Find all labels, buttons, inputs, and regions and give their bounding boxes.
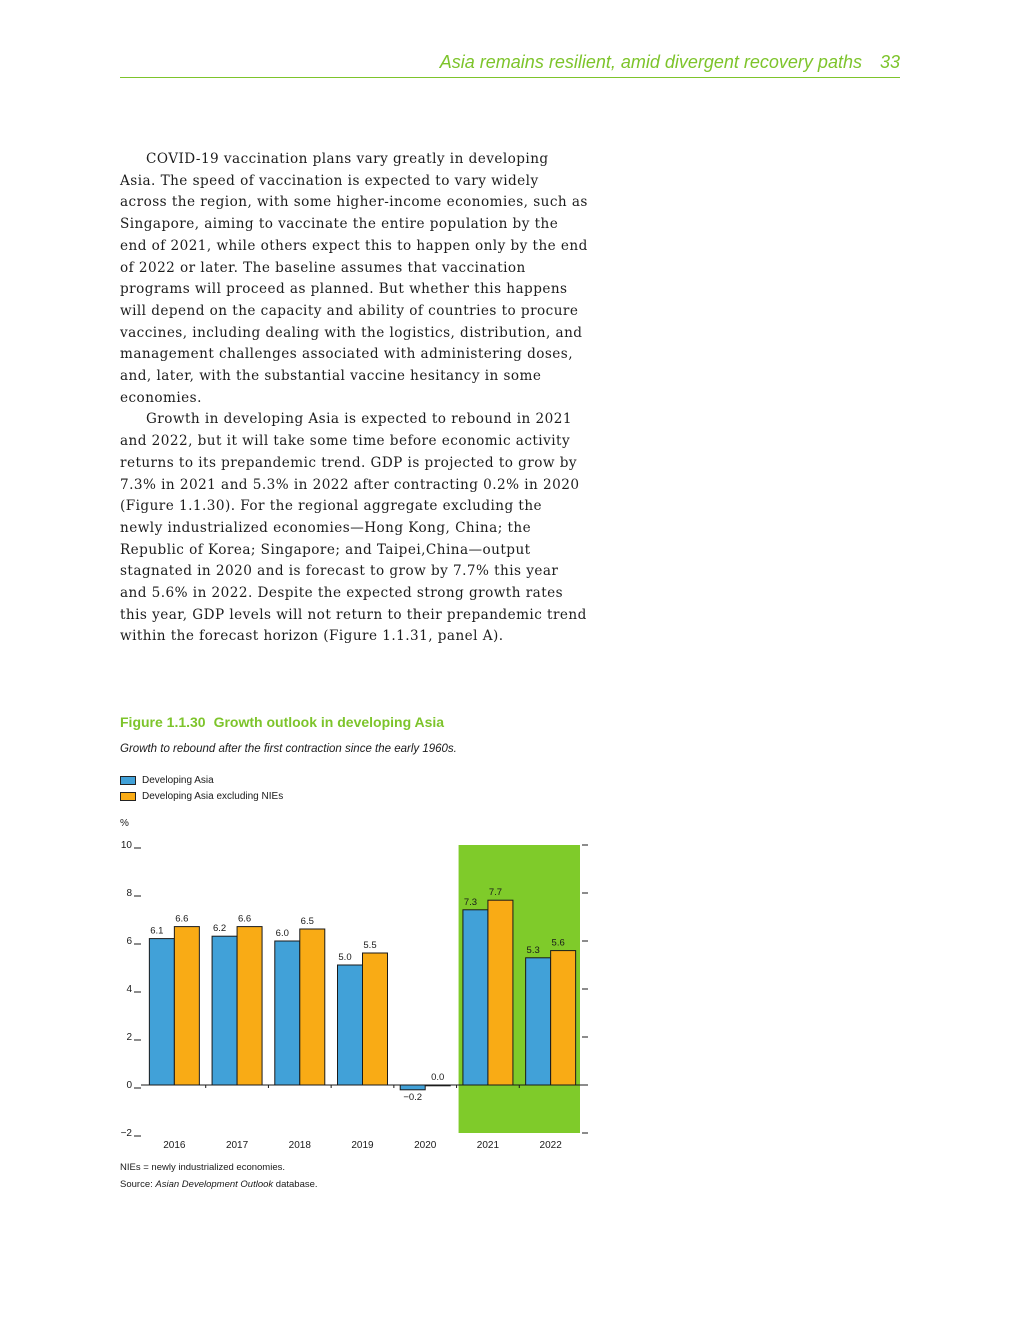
x-tick-label: 2016 xyxy=(163,1140,186,1151)
paragraph-growth: Growth in developing Asia is expected to rebound in 2021 and 2022, but it will take some time before economic activity returns to its prepandemic trend. GDP is projected to grow by 7.3% in 2021 and 5.3% in 2022 after contracting 0.2% in 2020 (Figure 1.1.30). For the regional aggregate excluding the newly industrialized economies—Hong Kong, China; the Republic of Korea; Singapore; and Taipei,China—output stagnated in 2020 and is forecast to grow by 7.7% this year and 5.6% in 2022. Despite the expected strong growth rates this year, GDP levels will not return to their prepandemic trend within the forecast horizon (Figure 1.1.31, panel A). xyxy=(120,411,587,645)
running-title: Asia remains resilient, amid divergent recovery paths xyxy=(439,52,862,72)
y-tick-label: 8 xyxy=(126,888,132,899)
x-tick-label: 2022 xyxy=(539,1140,562,1151)
page-number: 33 xyxy=(879,52,900,72)
x-tick-label: 2021 xyxy=(476,1140,500,1151)
figure-number: Figure 1.1.30 xyxy=(120,714,206,730)
figure-note: NIEs = newly industrialized economies. xyxy=(120,1162,286,1173)
bar-excluding-nies-2017 xyxy=(237,927,262,1085)
growth-bar-chart xyxy=(110,810,600,1155)
bar-developing-asia-2016 xyxy=(149,939,174,1085)
data-label: 6.6 xyxy=(175,913,189,925)
header-rule xyxy=(120,77,900,78)
data-label: 7.3 xyxy=(463,896,478,908)
bar-excluding-nies-2021 xyxy=(488,900,513,1085)
source-suffix: database. xyxy=(273,1179,318,1190)
data-label: 5.0 xyxy=(338,952,352,963)
data-label: 5.6 xyxy=(551,937,565,949)
x-tick-label: 2019 xyxy=(351,1140,374,1151)
bar-developing-asia-2018 xyxy=(275,941,300,1085)
bar-developing-asia-2022 xyxy=(526,958,551,1085)
data-label: 7.7 xyxy=(488,887,503,899)
x-tick-label: 2018 xyxy=(288,1140,311,1151)
data-label: 6.6 xyxy=(237,913,252,925)
bar-developing-asia-2019 xyxy=(338,965,363,1085)
data-label: 0.0 xyxy=(431,1072,445,1083)
data-label: 6.2 xyxy=(212,923,227,935)
data-label: 6.5 xyxy=(300,916,314,927)
figure-subtitle: Growth to rebound after the first contraction since the early 1960s. xyxy=(120,743,457,755)
figure-title-text: Growth outlook in developing Asia xyxy=(213,714,445,730)
y-tick-label: 0 xyxy=(126,1080,132,1091)
legend-swatch-developing-asia xyxy=(120,776,136,785)
y-tick-label: 6 xyxy=(126,936,132,947)
bar-excluding-nies-2018 xyxy=(300,929,325,1085)
legend-item-developing-asia xyxy=(120,772,283,788)
source-name: Asian Development Outlook xyxy=(155,1179,274,1190)
bar-excluding-nies-2022 xyxy=(551,951,576,1085)
y-tick-label: 10 xyxy=(120,840,132,851)
running-header xyxy=(120,52,900,73)
source-prefix: Source: xyxy=(120,1179,156,1190)
y-tick-label: 4 xyxy=(126,984,132,995)
legend-item-excluding-nies xyxy=(120,788,283,804)
data-label: 5.3 xyxy=(526,944,540,956)
y-tick-label: 2 xyxy=(126,1032,132,1043)
chart-legend xyxy=(120,772,283,804)
bar-excluding-nies-2019 xyxy=(363,953,388,1085)
data-label: 5.5 xyxy=(363,940,377,951)
paragraph-vaccination: COVID-19 vaccination plans vary greatly in developing Asia. The speed of vaccination is expected to vary widely across the region, with some higher-income economies, such as Singapore, aiming to vaccinate the entire population by the end of 2021, while others expect this to happen only by the end of 2022 or later. The baseline assumes that vaccination programs will proceed as planned. But whether this happens will depend on the capacity and ability of countries to procure vaccines, including dealing with the logistics, distribution, and management challenges associated with administering doses, and, later, with the substantial vaccine hesitancy in some economies. xyxy=(120,151,588,406)
legend-label-excluding-nies: Developing Asia excluding NIEs xyxy=(142,790,284,802)
bar-excluding-nies-2016 xyxy=(174,927,199,1085)
legend-label-developing-asia: Developing Asia xyxy=(142,774,214,786)
figure-title xyxy=(120,714,444,730)
data-label: 6.0 xyxy=(275,928,289,939)
x-tick-label: 2017 xyxy=(225,1140,249,1151)
y-tick-label: −2 xyxy=(120,1128,132,1139)
bar-developing-asia-2017 xyxy=(212,936,237,1085)
data-label: −0.2 xyxy=(403,1092,423,1103)
bar-excluding-nies-2020 xyxy=(425,1085,450,1086)
data-label: 6.1 xyxy=(150,925,164,937)
y-axis-unit: % xyxy=(120,818,129,829)
body-text xyxy=(120,149,588,648)
x-tick-label: 2020 xyxy=(414,1140,437,1151)
figure-source xyxy=(120,1179,318,1190)
bar-developing-asia-2021 xyxy=(463,910,488,1085)
bar-developing-asia-2020 xyxy=(400,1085,425,1090)
legend-swatch-excluding-nies xyxy=(120,792,136,801)
